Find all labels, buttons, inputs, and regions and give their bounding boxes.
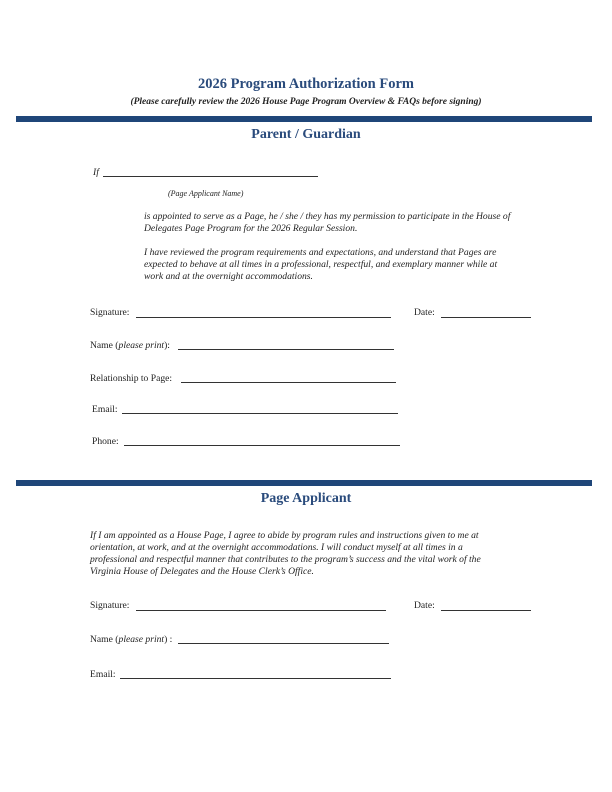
relationship-field[interactable]	[181, 382, 396, 383]
if-label: If	[93, 167, 99, 178]
guardian-phone-field[interactable]	[124, 445, 400, 446]
guardian-name-field[interactable]	[178, 349, 394, 350]
applicant-name-caption: (Page Applicant Name)	[168, 189, 244, 198]
section-divider-guardian	[16, 116, 592, 122]
guardian-paragraph-permission: is appointed to serve as a Page, he / she / they has my permission to participate in the House of Delegates Page Program for the 2026 Regular Session.	[144, 211, 511, 234]
applicant-date-field[interactable]	[441, 610, 531, 611]
guardian-signature-label: Signature:	[90, 307, 130, 318]
form-subtitle: (Please carefully review the 2026 House Page Program Overview & FAQs before signing)	[130, 97, 482, 107]
guardian-heading: Parent / Guardian	[251, 127, 361, 142]
guardian-date-label: Date:	[414, 307, 435, 318]
applicant-email-field[interactable]	[120, 678, 391, 679]
form-title: 2026 Program Authorization Form	[198, 76, 414, 92]
relationship-label: Relationship to Page:	[90, 373, 173, 384]
applicant-name-field[interactable]	[178, 643, 389, 644]
applicant-date-label: Date:	[414, 600, 435, 611]
applicant-heading: Page Applicant	[260, 491, 352, 506]
applicant-name-field[interactable]	[103, 176, 318, 177]
applicant-paragraph: If I am appointed as a House Page, I agree to abide by program rules and instructions given to me at orientation, at work, and at the overnight accommodations. I will conduct myself at all times in a professional and respectful manner that contributes to the program’s success and the vital work of the Virginia House of Delegates and the House Clerk’s Office.	[90, 530, 481, 577]
guardian-name-label: Name (please print):	[90, 340, 170, 351]
guardian-email-field[interactable]	[122, 413, 398, 414]
applicant-email-label: Email:	[90, 669, 116, 680]
applicant-signature-label: Signature:	[90, 600, 130, 611]
applicant-name-label: Name (please print) :	[90, 634, 173, 645]
guardian-phone-label: Phone:	[92, 436, 119, 447]
guardian-email-label: Email:	[92, 404, 118, 415]
applicant-signature-field[interactable]	[136, 610, 386, 611]
guardian-date-field[interactable]	[441, 317, 531, 318]
guardian-signature-field[interactable]	[136, 317, 391, 318]
guardian-paragraph-expectations: I have reviewed the program requirements and expectations, and understand that Pages are expected to behave at all times in a professional, respectful, and exemplary manner while at work and at the overnight accommodations.	[144, 247, 498, 282]
section-divider-applicant	[16, 480, 592, 486]
